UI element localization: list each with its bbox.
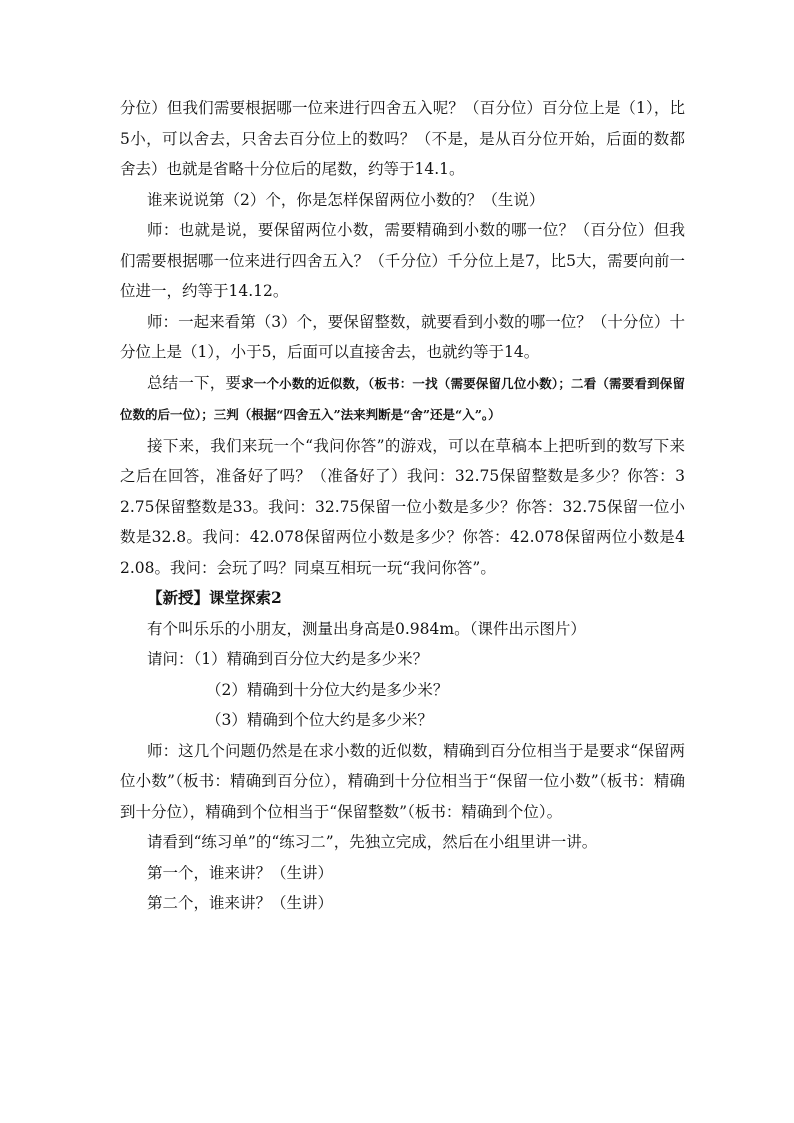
summary-board-notes: 求一个小数的近似数，（板书：一找（需要保留几位小数）；二看（需要看到保留位数的后一位）；三判（根据“四舍五入”法来判断是“舍”还是“入”。）: [120, 375, 685, 422]
paragraph-game: 接下来，我们来玩一个“我问你答”的游戏，可以在草稿本上把听到的数写下来之后在回答，准备好了吗？（准备好了）我问：32.75保留整数是多少？你答：32.75保留整数是33。我问：32.75保留一位小数是多少？你答：32.75保留一位小数是32.8。我问：42.078保留两位小数是多少？你答：42.078保留两位小数是42.08。我问：会玩了吗？同桌互相玩一玩“我问你答”。: [120, 436, 685, 577]
question-item-2: （2）精确到十分位大约是多少米？: [206, 680, 449, 699]
summary-lead: 总结一下，要: [147, 373, 242, 392]
section-heading: 【新授】课堂探索2: [147, 588, 282, 607]
paragraph-exercise: 请看到“练习单”的“练习二”，先独立完成，然后在小组里讲一讲。: [147, 833, 598, 851]
paragraph-question-2: 谁来说说第（2）个，你是怎样保留两位小数的？（生说）: [147, 190, 545, 209]
paragraph-teacher-explain-2: 师：也就是说，要保留两位小数，需要精确到小数的哪一位？（百分位）但我们需要根据哪一位来进行四舍五入？（千分位）千分位上是7，比5大，需要向前一位进一，约等于14.12。: [120, 221, 685, 300]
paragraph-summary: [120, 368, 685, 431]
question-item-3: （3）精确到个位大约是多少米？: [206, 711, 433, 729]
document-body: [120, 93, 685, 919]
paragraph-teacher-explain-3: 师：一起来看第（3）个，要保留整数，就要看到小数的哪一位？（十分位）十分位上是（1），小于5，后面可以直接舍去，也就约等于14。: [120, 312, 685, 361]
paragraph-first-question: 第一个，谁来讲？（生讲）: [147, 863, 334, 882]
paragraph-height-problem: 有个叫乐乐的小朋友，测量出身高是0.984m。（课件出示图片）: [147, 619, 586, 638]
question-item-1: 请问：（1）精确到百分位大约是多少米？: [147, 650, 429, 668]
paragraph-teacher-summary: 师：这几个问题仍然是在求小数的近似数，精确到百分位相当于是要求“保留两位小数”（板书：精确到百分位），精确到十分位相当于“保留一位小数”（板书：精确到十分位），精确到个位相当于“保留整数”（板书：精确到个位）。: [120, 741, 685, 821]
paragraph-second-question: 第二个，谁来讲？（生讲）: [147, 894, 334, 912]
paragraph-continuation: 分位）但我们需要根据哪一位来进行四舍五入呢？（百分位）百分位上是（1），比5小，可以舍去，只舍去百分位上的数吗？（不是，是从百分位开始，后面的数都舍去）也就是省略十分位后的尾数，约等于14.1。: [120, 99, 685, 178]
